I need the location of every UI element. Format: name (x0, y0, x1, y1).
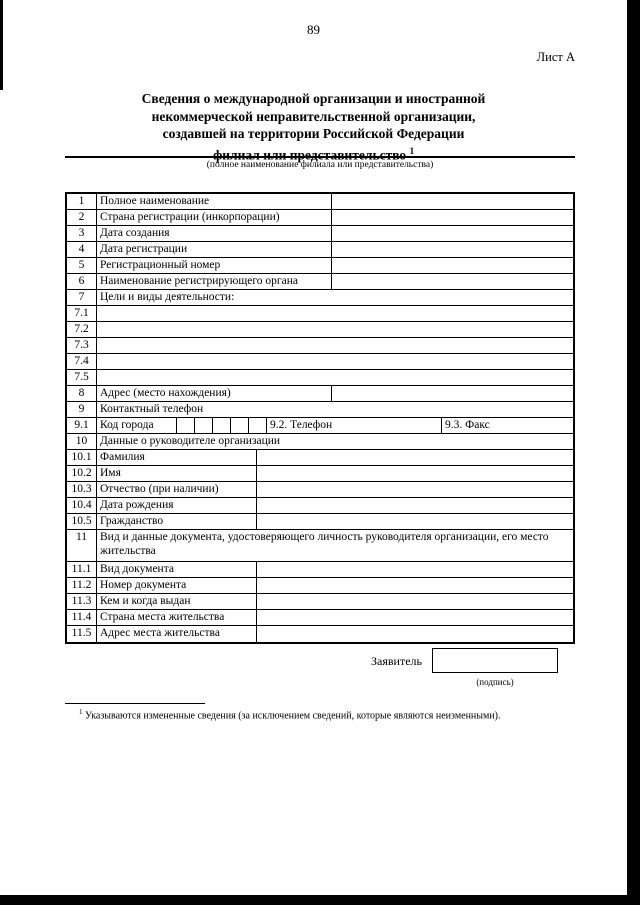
row-number: 6 (67, 274, 97, 289)
table-row (67, 210, 573, 226)
fax-field[interactable]: 9.3. Факс (445, 419, 490, 431)
row-value-field[interactable] (257, 514, 573, 529)
area-code-box[interactable] (249, 418, 267, 433)
section-label: Данные о руководителе организации (100, 435, 281, 447)
row-number: 11.5 (67, 626, 97, 642)
row-value-field[interactable] (97, 338, 573, 353)
table-row (67, 466, 573, 482)
row-value-field[interactable] (332, 258, 573, 273)
org-name-input-line[interactable] (65, 149, 575, 158)
table-row (67, 386, 573, 402)
area-code-box[interactable] (177, 418, 195, 433)
row-value-field[interactable] (97, 354, 573, 369)
row-value-field[interactable] (257, 466, 573, 481)
row-value-field[interactable] (257, 562, 573, 577)
row-value-field[interactable] (332, 194, 573, 209)
row-number: 9.1 (67, 418, 97, 433)
row-number: 4 (67, 242, 97, 257)
table-row (67, 338, 573, 354)
table-row (67, 354, 573, 370)
form-title-line: филиал или представительство $^1$ (212, 145, 415, 162)
row-label: Страна регистрации (инкорпорации) (97, 210, 332, 225)
row-label: Дата регистрации (97, 242, 332, 257)
footnote (65, 703, 575, 721)
row-value-field[interactable] (97, 370, 573, 385)
scan-artifact-left (0, 0, 3, 90)
row-value-field[interactable] (332, 210, 573, 225)
row-number: 7.5 (67, 370, 97, 385)
table-row (67, 242, 573, 258)
scan-artifact-bottom (0, 895, 640, 905)
row-number: 10 (67, 434, 97, 449)
row-number: 10.2 (67, 466, 97, 481)
row-number: 1 (67, 194, 97, 209)
form-table (65, 192, 575, 644)
table-section-row (67, 290, 573, 306)
signature-caption: (подпись) (476, 677, 514, 687)
row-label: Вид документа (97, 562, 257, 577)
row-label: Гражданство (97, 514, 257, 529)
row-value-field[interactable] (332, 226, 573, 241)
row-number: 7.3 (67, 338, 97, 353)
table-section-row (67, 402, 573, 418)
row-value-field[interactable] (332, 386, 573, 401)
row-value-field[interactable] (332, 274, 573, 289)
row-label: Дата рождения (97, 498, 257, 513)
applicant-block (65, 648, 575, 694)
row-value-field[interactable] (97, 306, 573, 321)
table-row (67, 322, 573, 338)
table-row-phone (67, 418, 573, 434)
row-number: 8 (67, 386, 97, 401)
row-value-field[interactable] (257, 498, 573, 513)
footnote-reference: 1 (409, 145, 415, 156)
row-number: 10.4 (67, 498, 97, 513)
row-label: Фамилия (97, 450, 257, 465)
table-row (67, 274, 573, 290)
row-number: 7.2 (67, 322, 97, 337)
table-row (67, 226, 573, 242)
row-number: 11.2 (67, 578, 97, 593)
row-label: Страна места жительства (97, 610, 257, 625)
row-number: 9 (67, 402, 97, 417)
applicant-label: Заявитель (371, 654, 422, 668)
row-value-field[interactable] (257, 482, 573, 497)
row-value-field[interactable] (257, 578, 573, 593)
scan-artifact-right (627, 0, 640, 905)
table-row (67, 482, 573, 498)
row-number: 10.5 (67, 514, 97, 529)
table-row (67, 562, 573, 578)
section-label: Цели и виды деятельности: (100, 291, 235, 303)
telephone-field[interactable]: 9.2. Телефон (267, 418, 442, 433)
row-label: Наименование регистрирующего органа (97, 274, 332, 289)
table-row (67, 626, 573, 642)
section-label: Контактный телефон (100, 403, 204, 415)
row-label: Код города (97, 418, 177, 433)
row-number: 7.4 (67, 354, 97, 369)
row-number: 11.3 (67, 594, 97, 609)
footnote-text: $^1$ Указываются измененные сведения (за исключением сведений, которые являются неизменными). (79, 708, 501, 722)
row-label: Номер документа (97, 578, 257, 593)
row-value-field[interactable] (257, 450, 573, 465)
row-label: Имя (97, 466, 257, 481)
row-number: 11.1 (67, 562, 97, 577)
table-row (67, 594, 573, 610)
org-name-field (65, 149, 575, 170)
section-label: Вид и данные документа, удостоверяющего личность руководителя организации, его место жительства (100, 531, 549, 557)
table-row (67, 498, 573, 514)
table-row (67, 258, 573, 274)
signature-field[interactable] (432, 648, 558, 673)
table-section-row (67, 530, 573, 562)
table-row (67, 306, 573, 322)
row-value-field[interactable] (332, 242, 573, 257)
row-number: 10.3 (67, 482, 97, 497)
table-row (67, 514, 573, 530)
row-label: Адрес места жительства (97, 626, 257, 642)
row-label: Регистрационный номер (97, 258, 332, 273)
org-name-caption: (полное наименование филиала или представительства) (206, 160, 434, 170)
form-title-line: Сведения о международной организации и иностранной (141, 91, 486, 106)
row-value-field[interactable] (257, 594, 573, 609)
row-label: Полное наименование (97, 194, 332, 209)
area-code-box[interactable] (231, 418, 249, 433)
page-number: 89 (307, 22, 320, 37)
row-label: Отчество (при наличии) (97, 482, 257, 497)
table-row (67, 450, 573, 466)
row-value-field[interactable] (257, 610, 573, 625)
row-label: Дата создания (97, 226, 332, 241)
row-value-field[interactable] (97, 322, 573, 337)
form-title-line: создавшей на территории Российской Федерации (162, 126, 465, 141)
footnote-rule (65, 703, 205, 704)
table-row (67, 578, 573, 594)
table-row (67, 370, 573, 386)
row-number: 2 (67, 210, 97, 225)
row-number: 5 (67, 258, 97, 273)
row-number: 7.1 (67, 306, 97, 321)
row-number: 11 (67, 530, 97, 561)
row-label: Адрес (место нахождения) (97, 386, 332, 401)
area-code-box[interactable] (195, 418, 213, 433)
row-number: 11.4 (67, 610, 97, 625)
row-value-field[interactable] (257, 626, 573, 642)
row-number: 3 (67, 226, 97, 241)
area-code-box[interactable] (213, 418, 231, 433)
form-title-line: некоммерческой неправительственной организации, (151, 108, 476, 124)
row-number: 7 (67, 290, 97, 305)
sheet-label: Лист А (536, 50, 575, 64)
row-number: 10.1 (67, 450, 97, 465)
row-label: Кем и когда выдан (97, 594, 257, 609)
table-section-row (67, 434, 573, 450)
footnote-reference: 1 (79, 708, 83, 716)
table-row (67, 610, 573, 626)
table-row (67, 194, 573, 210)
